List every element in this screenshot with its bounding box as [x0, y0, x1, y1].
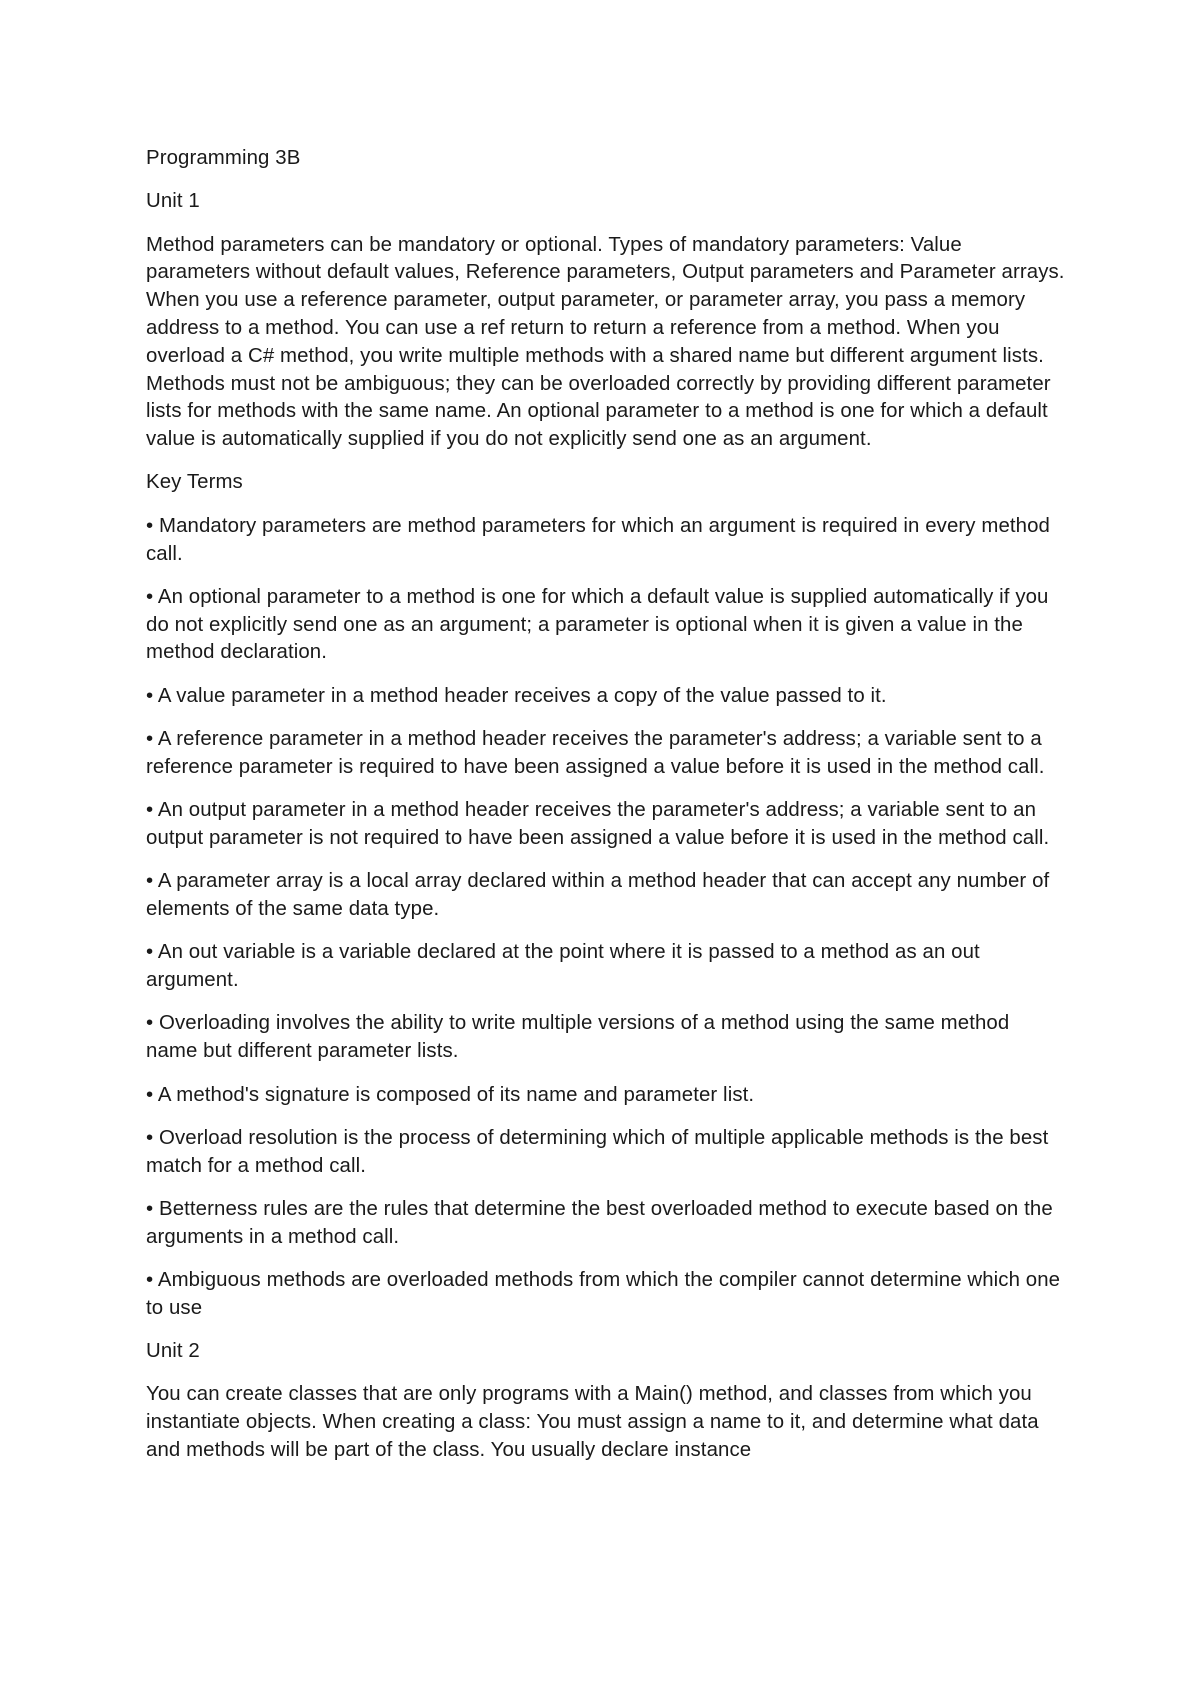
bullet-icon: •: [146, 514, 154, 537]
document-title: Programming 3B: [146, 147, 301, 169]
key-term-item: [146, 1082, 1066, 1110]
bullet-icon: •: [146, 870, 154, 893]
unit2-summary: You can create classes that are only programs with a Main() method, and classes from which you instantiate objects. When creating a class: You must assign a name to it, and determine what data and methods will be part of the class. You usually declare instance: [146, 1383, 1039, 1461]
key-term-text: A method's signature is composed of its name and parameter list.: [157, 1083, 755, 1106]
key-term-text: Mandatory parameters are method parameters for which an argument is required in every method call.: [146, 514, 1050, 565]
key-term-text: A reference parameter in a method header receives the parameter's address; a variable sent to a reference parameter is required to have been assigned a value before it is used in the method call.: [146, 728, 1045, 778]
key-term-text: Overload resolution is the process of determining which of multiple applicable methods is the best match for a method call.: [146, 1126, 1049, 1177]
bullet-icon: •: [146, 1197, 154, 1220]
key-term-item: [146, 1267, 1066, 1323]
bullet-icon: •: [146, 585, 154, 608]
bullet-icon: •: [146, 1269, 154, 1291]
key-terms-heading: Key Terms: [146, 471, 243, 494]
key-term-item: [146, 1125, 1066, 1181]
key-term-item: [146, 1010, 1066, 1066]
document-body: [146, 145, 1066, 1480]
key-term-item: [146, 683, 1066, 711]
key-term-text: Overloading involves the ability to write multiple versions of a method using the same method name but different parameter lists.: [146, 1012, 1010, 1063]
key-term-text: An out variable is a variable declared at the point where it is passed to a method as an out argument.: [146, 941, 980, 992]
key-term-item: [146, 513, 1066, 569]
bullet-icon: •: [146, 941, 154, 964]
unit1-heading: Unit 1: [146, 190, 200, 213]
key-term-text: Ambiguous methods are overloaded methods from which the compiler cannot determine which one to use: [146, 1269, 1061, 1319]
bullet-icon: •: [146, 1012, 154, 1035]
bullet-icon: •: [146, 1126, 154, 1149]
key-term-text: Betterness rules are the rules that determine the best overloaded method to execute based on the arguments in a method call.: [146, 1197, 1053, 1248]
key-terms-list: [146, 513, 1066, 1323]
key-term-item: [146, 584, 1066, 667]
bullet-icon: •: [146, 684, 154, 707]
key-term-item: [146, 797, 1066, 853]
key-term-text: A parameter array is a local array declared within a method header that can accept any number of elements of the same data type.: [146, 870, 1050, 921]
key-term-item: [146, 868, 1066, 924]
key-term-item: [146, 726, 1066, 782]
key-term-item: [146, 1196, 1066, 1252]
key-term-text: A value parameter in a method header receives a copy of the value passed to it.: [157, 684, 887, 707]
bullet-icon: •: [146, 728, 154, 751]
key-term-item: [146, 939, 1066, 995]
bullet-icon: •: [146, 1083, 154, 1106]
key-term-text: An output parameter in a method header receives the parameter's address; a variable sent to an output parameter is not required to have been assigned a value before it is used in the method call.: [146, 799, 1050, 849]
key-term-text: An optional parameter to a method is one for which a default value is supplied automatically if you do not explicitly send one as an argument; a parameter is optional when it is given a value in the method declaration.: [146, 585, 1049, 664]
unit2-heading: Unit 2: [146, 1340, 200, 1363]
bullet-icon: •: [146, 799, 154, 822]
unit1-summary: Method parameters can be mandatory or optional. Types of mandatory parameters: Value parameters without default values, Reference parameters, Output parameters and Parameter arrays. When you use a reference parameter, output parameter, or parameter array, you pass a memory address to a method. You can use a ref return to return a reference from a method. When you overload a C# method, you write multiple methods with a shared name but different argument lists. Methods must not be ambiguous; they can be overloaded correctly by providing different parameter lists for methods with the same name. An optional parameter to a method is one for which a default value is automatically supplied if you do not explicitly send one as an argument.: [146, 233, 1065, 451]
